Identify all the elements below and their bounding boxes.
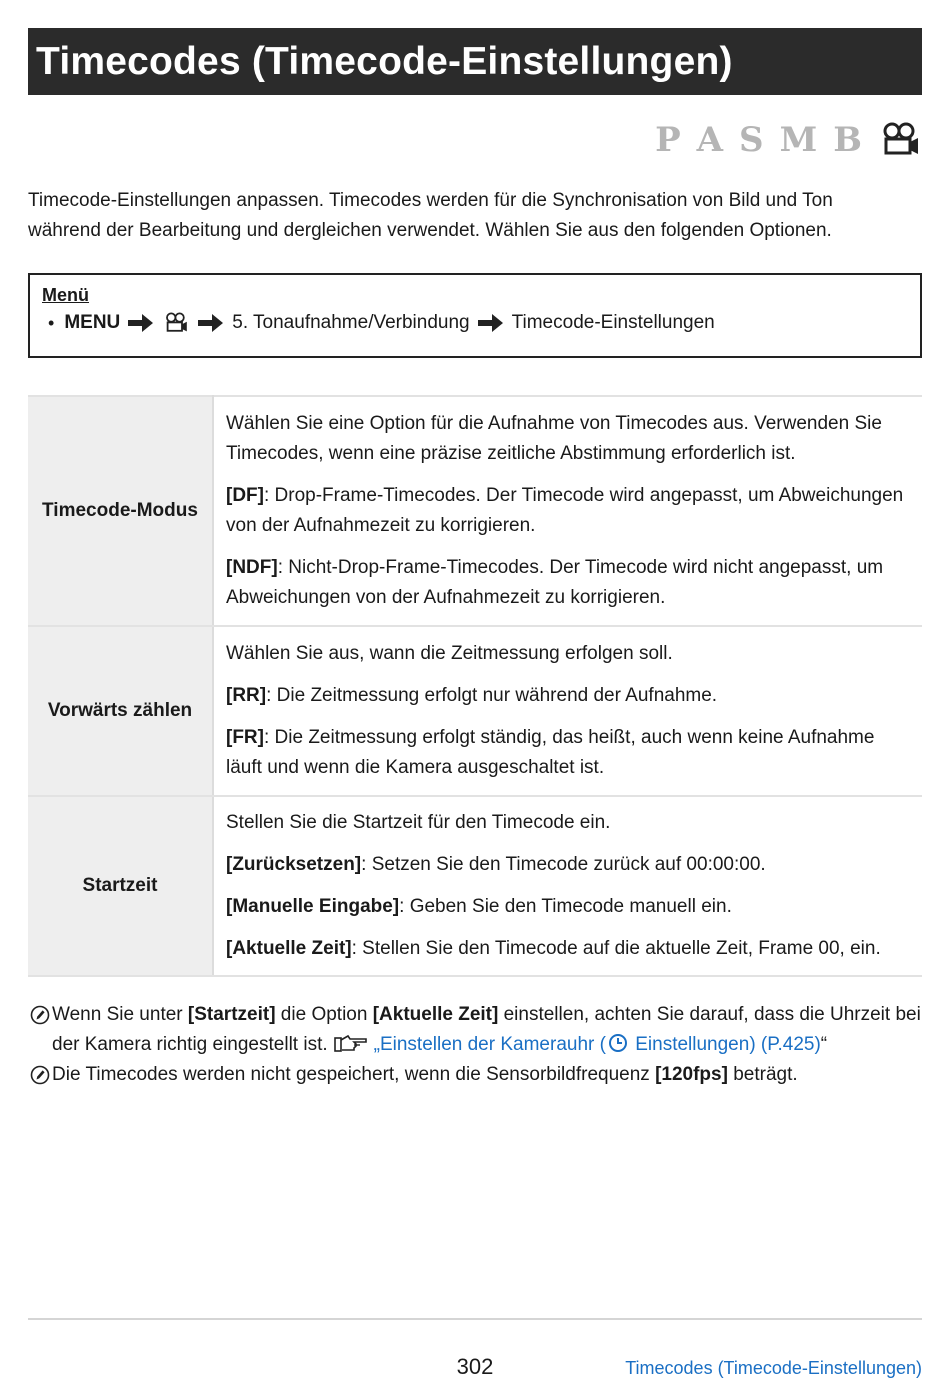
- table-row: [28, 626, 922, 796]
- menu-path-item: Timecode-Einstellungen: [511, 312, 715, 333]
- mode-m: M: [779, 120, 828, 160]
- setting-description: [213, 626, 922, 796]
- link-text-end: Einstellungen) (P.425): [629, 1034, 821, 1055]
- intro-text: Timecode-Einstellungen anpassen. Timecodes werden für die Synchronisation von Bild und Ton während der Bearbeitung und dergleichen verwendet. Wählen Sie aus den folgenden Optionen.: [28, 190, 833, 241]
- note-fragment: beträgt.: [727, 1064, 798, 1085]
- camera-clock-link[interactable]: [374, 1034, 821, 1055]
- note-text: [52, 1060, 922, 1090]
- menu-box: [28, 273, 922, 358]
- arrow-right-icon: [128, 313, 154, 333]
- page-title: Timecodes (Timecode-Einstellungen): [36, 39, 733, 83]
- setting-intro: Wählen Sie eine Option für die Aufnahme von Timecodes aus. Verwenden Sie Timecodes, wenn eine präzise zeitliche Abstimmung erforderlich ist.: [226, 413, 882, 464]
- mode-p: P: [655, 120, 691, 160]
- settings-table: [28, 395, 922, 977]
- setting-option: [226, 850, 910, 880]
- setting-option: [226, 553, 910, 613]
- shooting-modes: [655, 118, 920, 162]
- option-key: [RR]: [226, 685, 267, 706]
- setting-label: Vorwärts zählen: [28, 626, 213, 796]
- setting-description: [213, 396, 922, 626]
- table-row: [28, 396, 922, 626]
- movie-camera-icon: [880, 122, 920, 158]
- bullet: •: [48, 312, 55, 333]
- footer-divider: [28, 1318, 922, 1320]
- arrow-right-icon: [478, 313, 504, 333]
- note: [28, 1000, 922, 1060]
- note-fragment: Wenn Sie unter: [52, 1004, 188, 1025]
- setting-option: [226, 892, 910, 922]
- menu-label: MENU: [64, 312, 121, 333]
- note-fragment: die Option: [275, 1004, 373, 1025]
- note-pencil-icon: [28, 1065, 52, 1085]
- mode-b: B: [833, 120, 872, 160]
- page-number: 302: [456, 1354, 494, 1379]
- note-bold: [120fps]: [655, 1064, 728, 1085]
- setting-intro: Stellen Sie die Startzeit für den Timecode ein.: [226, 812, 611, 833]
- option-key: [FR]: [226, 727, 264, 748]
- note-fragment: Die Timecodes werden nicht gespeichert, wenn die Sensorbildfrequenz: [52, 1064, 656, 1085]
- menu-path: [42, 312, 908, 334]
- option-text: : Drop-Frame-Timecodes. Der Timecode wird angepasst, um Abweichungen von der Aufnahmezeit zu korrigieren.: [226, 485, 904, 536]
- mode-s: S: [739, 120, 774, 160]
- option-text: : Setzen Sie den Timecode zurück auf 00:00:00.: [361, 854, 766, 875]
- setting-description: [213, 796, 922, 976]
- setting-option: [226, 934, 910, 964]
- note-pencil-icon: [28, 1005, 52, 1025]
- menu-path-section: 5. Tonaufnahme/Verbindung: [232, 312, 470, 333]
- setting-intro: Wählen Sie aus, wann die Zeitmessung erfolgen soll.: [226, 643, 673, 664]
- option-text: : Stellen Sie den Timecode auf die aktuelle Zeit, Frame 00, ein.: [351, 938, 881, 959]
- setting-option: [226, 681, 910, 711]
- setting-label: Timecode-Modus: [28, 396, 213, 626]
- pointing-hand-icon: [334, 1033, 368, 1053]
- option-key: [Manuelle Eingabe]: [226, 896, 400, 917]
- movie-camera-icon: [164, 312, 188, 334]
- note-bold: [Startzeit]: [187, 1004, 276, 1025]
- setting-option: [226, 481, 910, 541]
- setting-label: Startzeit: [28, 796, 213, 976]
- menu-heading: Menü: [42, 285, 89, 305]
- option-text: : Geben Sie den Timecode manuell ein.: [399, 896, 732, 917]
- note-fragment: einstellen, achten Sie darauf, dass die Uhrzeit bei der Kamera richtig eingestellt ist.: [52, 1004, 921, 1055]
- note: [28, 1060, 922, 1090]
- table-row: [28, 796, 922, 976]
- option-key: [Aktuelle Zeit]: [226, 938, 352, 959]
- note-fragment: “: [820, 1034, 828, 1055]
- footer-section-link[interactable]: Timecodes (Timecode-Einstellungen): [625, 1358, 922, 1378]
- note-bold: [Aktuelle Zeit]: [372, 1004, 499, 1025]
- mode-a: A: [696, 120, 734, 160]
- arrow-right-icon: [198, 313, 224, 333]
- note-text: [52, 1000, 922, 1060]
- option-text: : Die Zeitmessung erfolgt nur während der Aufnahme.: [266, 685, 718, 706]
- title-bar: [28, 28, 922, 95]
- clock-icon: [608, 1033, 628, 1053]
- notes: [28, 1000, 922, 1090]
- link-text-start: „Einstellen der Kamerauhr (: [373, 1034, 606, 1055]
- option-key: [Zurücksetzen]: [226, 854, 362, 875]
- option-text: : Die Zeitmessung erfolgt ständig, das heißt, auch wenn keine Aufnahme läuft und wenn die Kamera ausgeschaltet ist.: [226, 727, 875, 778]
- option-key: [NDF]: [226, 557, 278, 578]
- setting-option: [226, 723, 910, 783]
- option-key: [DF]: [226, 485, 264, 506]
- option-text: : Nicht-Drop-Frame-Timecodes. Der Timecode wird nicht angepasst, um Abweichungen von der Aufnahmezeit zu korrigieren.: [226, 557, 884, 608]
